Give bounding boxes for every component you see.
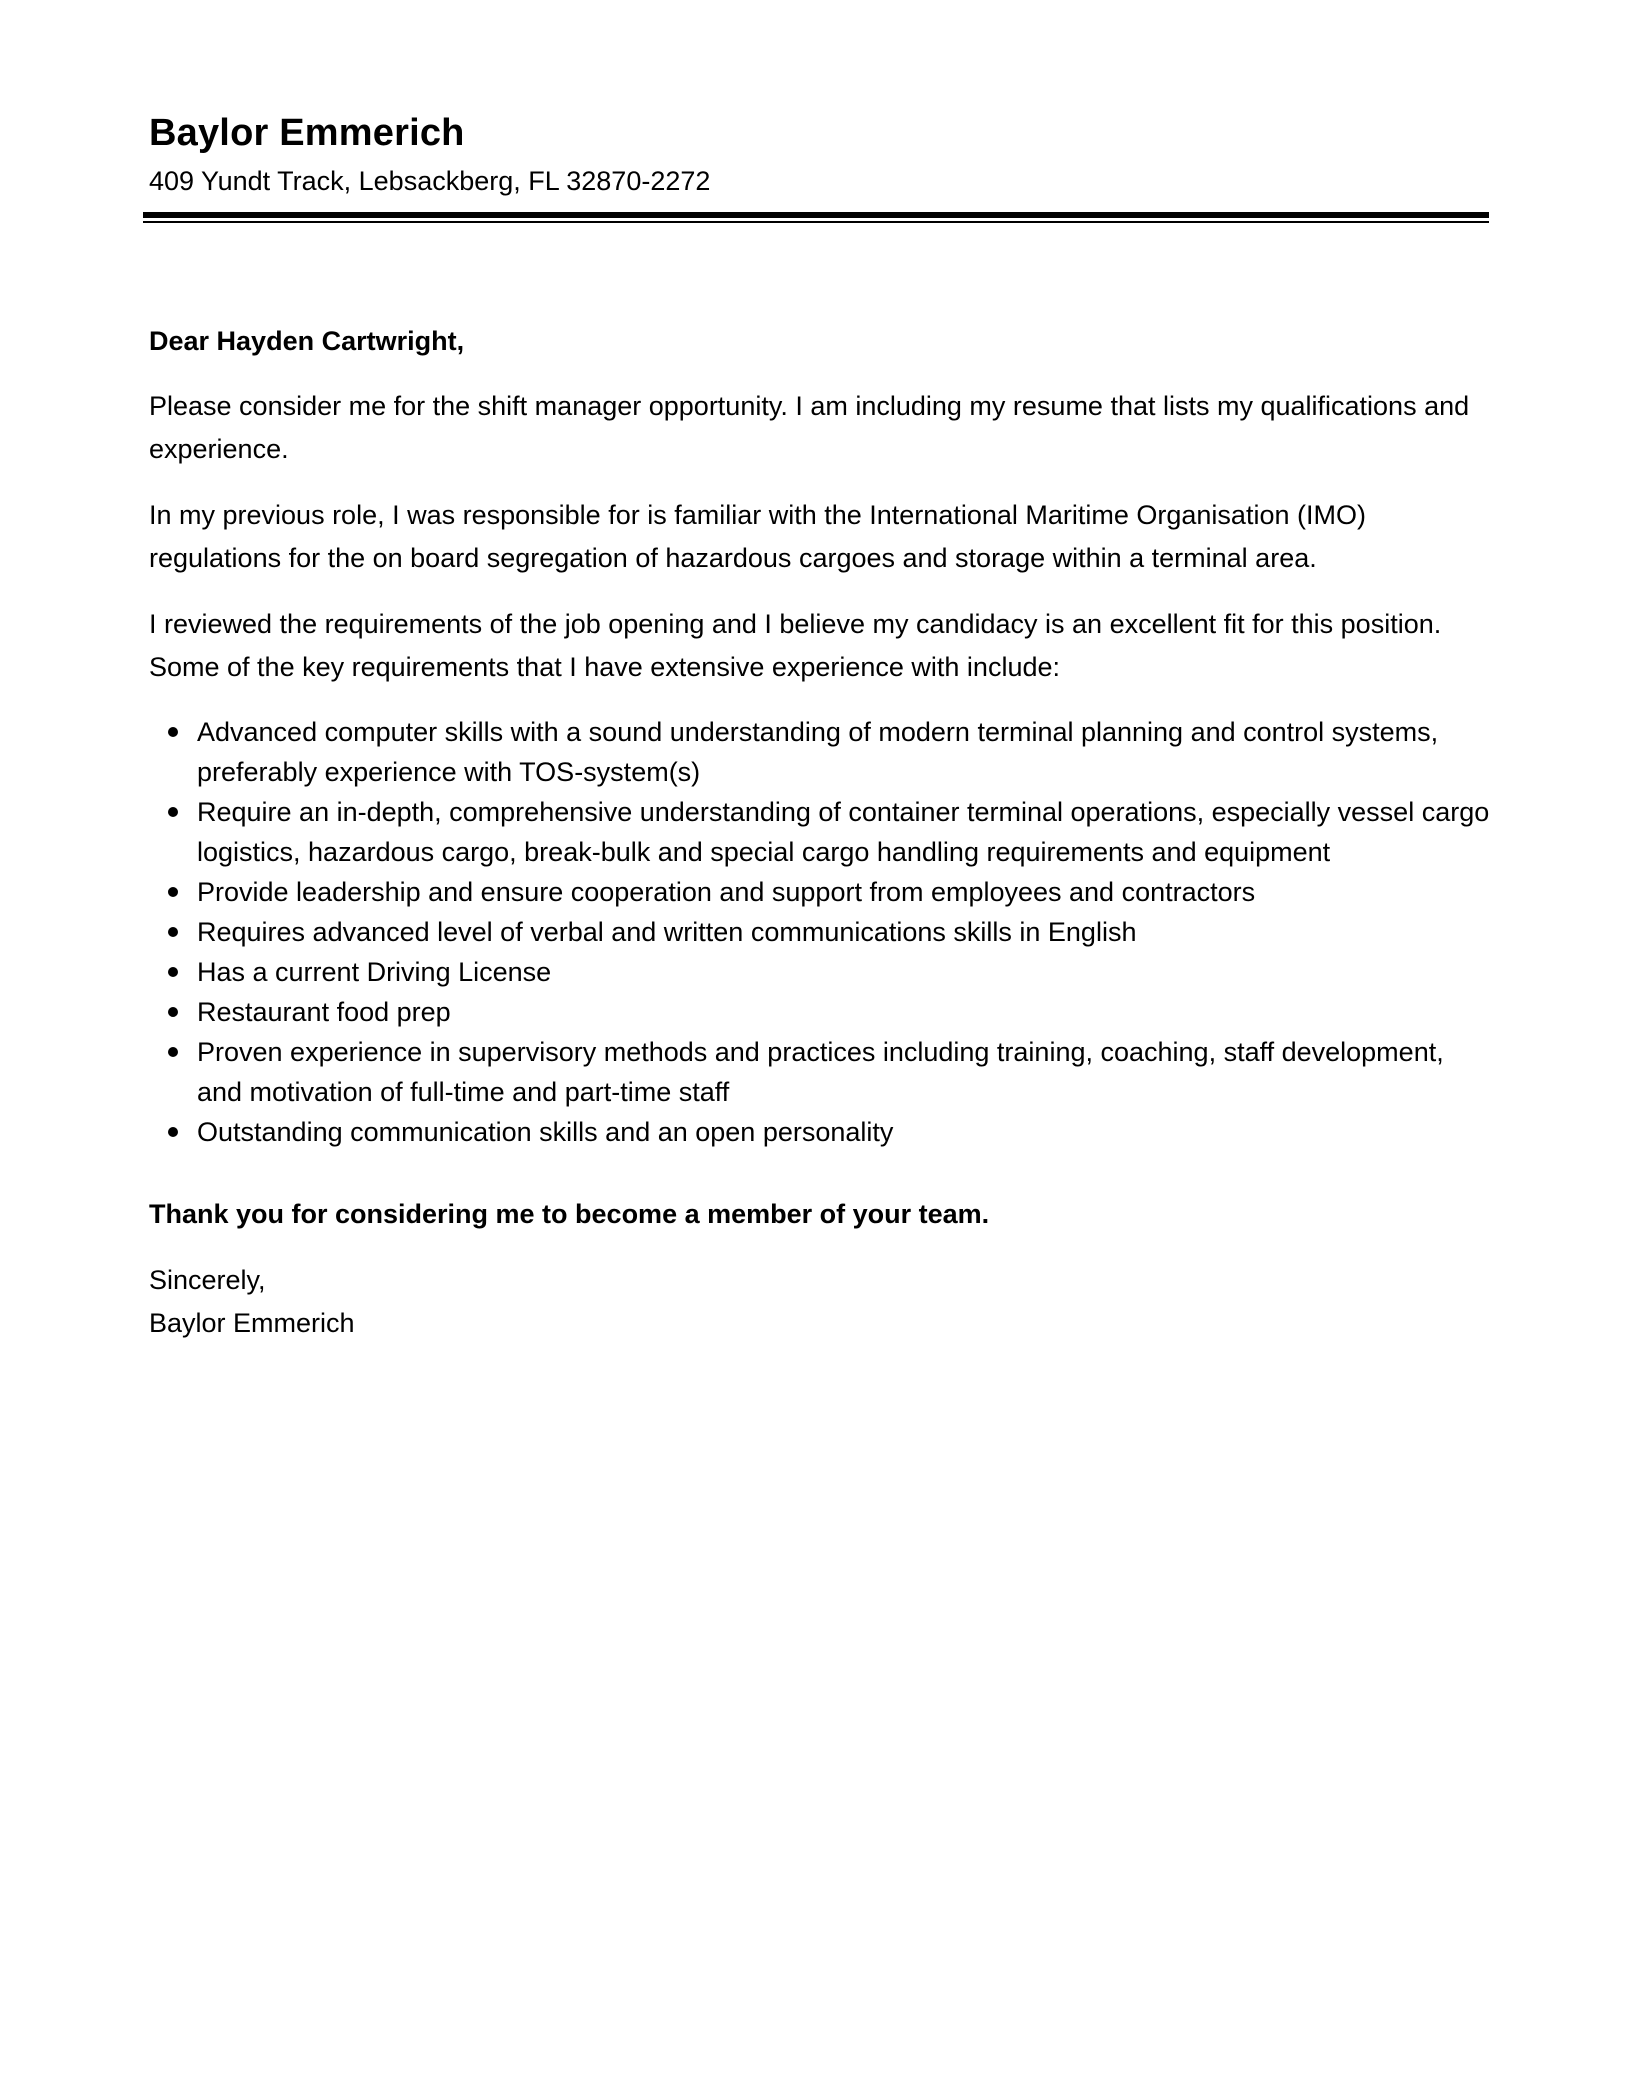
sender-address: 409 Yundt Track, Lebsackberg, FL 32870-2272 <box>149 166 711 196</box>
paragraph-intro: Please consider me for the shift manager opportunity. I am including my resume that lists my qualifications and experience. <box>149 391 1470 464</box>
list-item <box>197 792 1494 872</box>
salutation: Dear Hayden Cartwright, <box>149 326 465 356</box>
paragraph-previous-role: In my previous role, I was responsible for is familiar with the International Maritime Organisation (IMO) regulations for the on board segregation of hazardous cargoes and storage within a terminal area. <box>149 500 1366 573</box>
list-item-text: Outstanding communication skills and an open personality <box>197 1117 894 1147</box>
requirements-list <box>149 712 1494 1152</box>
list-item <box>197 912 1494 952</box>
header-divider-thin <box>143 221 1489 223</box>
list-item-text: Restaurant food prep <box>197 997 451 1027</box>
bullet-icon <box>168 887 178 897</box>
bullet-icon <box>168 1007 178 1017</box>
list-item <box>197 872 1494 912</box>
header-divider-thick <box>143 212 1489 218</box>
list-item-text: Has a current Driving License <box>197 957 552 987</box>
letter-body <box>149 320 1494 1345</box>
bullet-icon <box>168 967 178 977</box>
bullet-icon <box>168 1047 178 1057</box>
list-item-text: Advanced computer skills with a sound understanding of modern terminal planning and control systems, preferably experience with TOS-system(s) <box>197 717 1439 787</box>
bullet-icon <box>168 927 178 937</box>
list-item <box>197 712 1494 792</box>
list-item <box>197 992 1494 1032</box>
bullet-icon <box>168 727 178 737</box>
list-item <box>197 952 1494 992</box>
list-item-text: Proven experience in supervisory methods and practices including training, coaching, staff development, and motivation of full-time and part-time staff <box>197 1037 1444 1107</box>
closing-line: Thank you for considering me to become a member of your team. <box>149 1199 990 1229</box>
list-item-text: Requires advanced level of verbal and written communications skills in English <box>197 917 1137 947</box>
list-item-text: Require an in-depth, comprehensive understanding of container terminal operations, especially vessel cargo logistics, hazardous cargo, break-bulk and special cargo handling requirements and equipment <box>197 797 1490 867</box>
bullet-icon <box>168 807 178 817</box>
list-item <box>197 1032 1494 1112</box>
list-item <box>197 1112 1494 1152</box>
sender-name: Baylor Emmerich <box>149 112 465 154</box>
valediction: Sincerely, <box>149 1265 266 1295</box>
list-item-text: Provide leadership and ensure cooperation and support from employees and contractors <box>197 877 1256 907</box>
bullet-icon <box>168 1127 178 1137</box>
signature-name: Baylor Emmerich <box>149 1308 355 1338</box>
header-divider <box>143 212 1489 224</box>
paragraph-requirements-intro: I reviewed the requirements of the job opening and I believe my candidacy is an excellent fit for this position. Some of the key requirements that I have extensive experience with include: <box>149 609 1442 682</box>
